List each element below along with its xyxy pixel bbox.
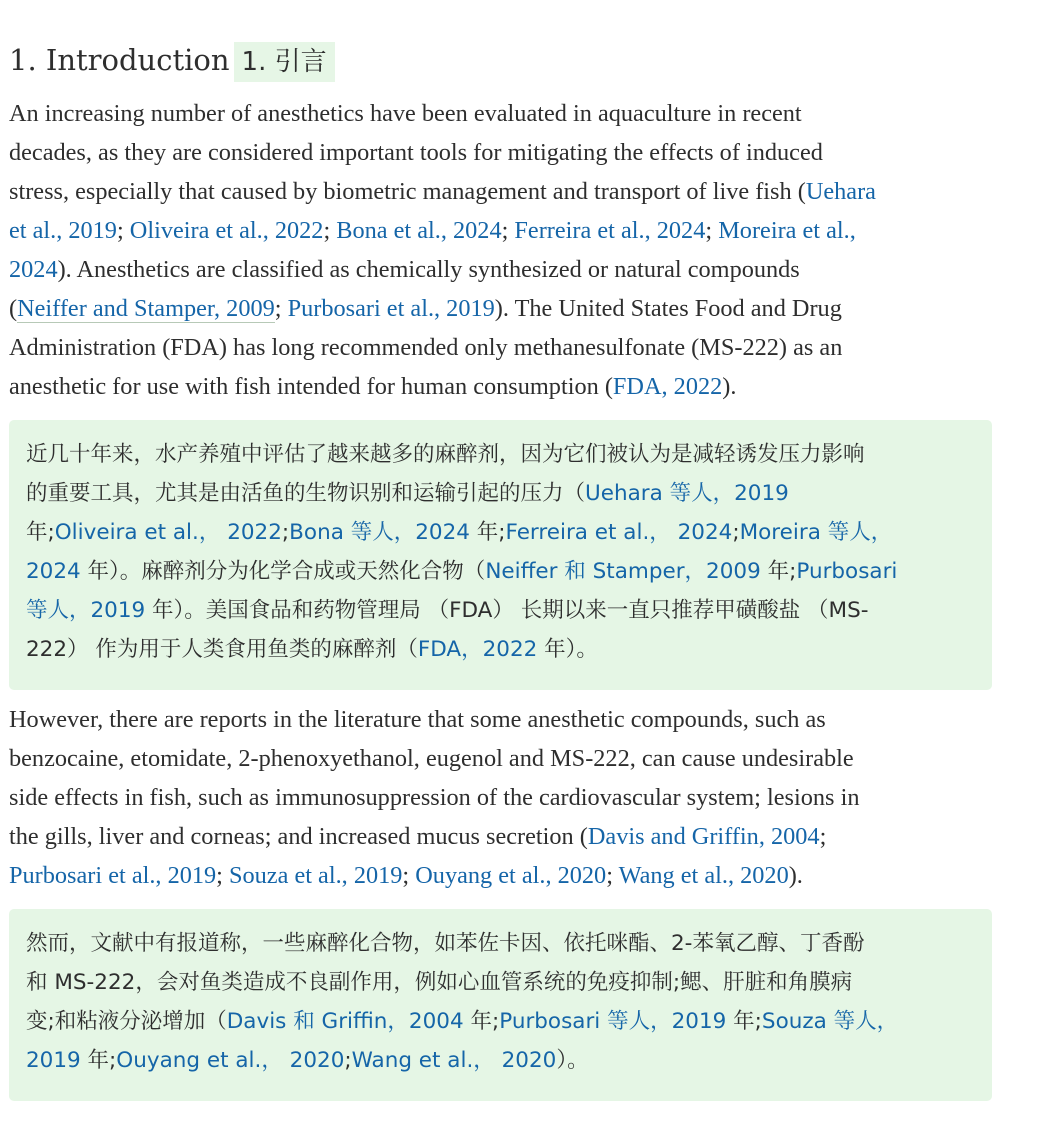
text: 年; bbox=[26, 520, 55, 545]
text: ). bbox=[722, 373, 737, 400]
citation-link[interactable]: Ferreira et al., 2024 bbox=[514, 217, 706, 244]
citation-link[interactable]: Uehara bbox=[805, 178, 876, 205]
text: side effects in fish, such as immunosuppression of the cardiovascular system; lesions in bbox=[9, 784, 860, 811]
text-line bbox=[9, 94, 1009, 133]
separator: ; bbox=[732, 520, 740, 545]
citation-link[interactable]: Purbosari et al., 2019 bbox=[9, 862, 217, 889]
text: the gills, liver and corneas; and increased mucus secretion ( bbox=[9, 823, 588, 850]
separator: ; bbox=[606, 862, 619, 889]
citation-link[interactable]: Davis and Griffin, 2004 bbox=[587, 823, 820, 850]
text: 年; bbox=[726, 1009, 762, 1034]
separator: ; bbox=[323, 217, 337, 244]
text-line bbox=[9, 856, 1009, 895]
citation-link[interactable]: Souza 等人， bbox=[761, 1009, 899, 1034]
paragraph-2-english bbox=[9, 700, 1009, 895]
text-line bbox=[26, 435, 982, 474]
text-line bbox=[9, 172, 1009, 211]
text: 近几十年来，水产养殖中评估了越来越多的麻醉剂，因为它们被认为是减轻诱发压力影响 bbox=[26, 442, 865, 467]
text: Administration (FDA) has long recommended only methanesulfonate (MS-222) as an bbox=[9, 334, 843, 361]
citation-link[interactable]: Bona 等人，2024 bbox=[289, 520, 470, 545]
text-line bbox=[9, 133, 1009, 172]
citation-link[interactable]: Purbosari bbox=[796, 559, 898, 584]
translation-box-2 bbox=[9, 909, 992, 1101]
citation-link[interactable]: Oliveira et al., 2022 bbox=[129, 217, 324, 244]
text-line bbox=[9, 700, 1009, 739]
citation-link[interactable]: Oliveira et al.， 2022 bbox=[54, 520, 282, 545]
citation-link[interactable]: FDA, 2022 bbox=[612, 373, 723, 400]
text-line bbox=[9, 289, 1009, 328]
heading-translation: 1. 引言 bbox=[234, 42, 335, 82]
text: However, there are reports in the literature that some anesthetic compounds, such as bbox=[9, 706, 826, 733]
text-line bbox=[9, 778, 1009, 817]
text: benzocaine, etomidate, 2-phenoxyethanol, eugenol and MS-222, can cause undesirable bbox=[9, 745, 854, 772]
text: stress, especially that caused by biometric management and transport of live fish ( bbox=[9, 178, 806, 205]
text-line bbox=[26, 963, 982, 1002]
citation-link[interactable]: Wang et al., 2020 bbox=[618, 862, 789, 889]
citation-link[interactable]: Davis 和 Griffin，2004 bbox=[226, 1009, 464, 1034]
text: ）。 bbox=[556, 1048, 589, 1073]
text-line bbox=[26, 552, 982, 591]
citation-link[interactable]: Neiffer and Stamper, 2009 bbox=[17, 295, 275, 322]
text: ). Anesthetics are classified as chemically synthesized or natural compounds bbox=[57, 256, 800, 283]
text-line bbox=[26, 924, 982, 963]
text-line bbox=[26, 591, 982, 630]
section-heading bbox=[9, 40, 335, 82]
text: ). The United States Food and Drug bbox=[494, 295, 842, 322]
text: 年）。 bbox=[537, 637, 598, 662]
citation-link[interactable]: 2019 bbox=[26, 1048, 81, 1073]
citation-link[interactable]: Bona et al., 2024 bbox=[336, 217, 502, 244]
text: 年; bbox=[463, 1009, 500, 1034]
citation-link[interactable]: 2024 bbox=[9, 256, 58, 283]
citation-link[interactable]: Wang et al.， 2020 bbox=[351, 1048, 557, 1073]
citation-link[interactable]: 等人，2019 bbox=[26, 598, 146, 623]
heading-english: 1. Introduction bbox=[9, 43, 230, 77]
citation-link[interactable]: Neiffer 和 Stamper，2009 bbox=[485, 559, 761, 584]
text: 年）。麻醉剂分为化学合成或天然化合物（ bbox=[80, 559, 486, 584]
text: 年; bbox=[469, 520, 506, 545]
text-line bbox=[26, 1041, 982, 1080]
text: ). bbox=[788, 862, 803, 889]
citation-link[interactable]: Souza et al., 2019 bbox=[229, 862, 403, 889]
text-line bbox=[26, 630, 982, 669]
citation-link[interactable]: Ferreira et al.， 2024 bbox=[505, 520, 733, 545]
text: 年; bbox=[80, 1048, 117, 1073]
citation-link[interactable]: FDA，2022 bbox=[417, 637, 538, 662]
citation-link[interactable]: Ouyang et al.， 2020 bbox=[116, 1048, 345, 1073]
citation-link[interactable]: et al., 2019 bbox=[9, 217, 117, 244]
text: ; bbox=[819, 823, 827, 850]
translation-box-1 bbox=[9, 420, 992, 690]
text: ( bbox=[9, 295, 18, 322]
separator: ; bbox=[116, 217, 130, 244]
text: 的重要工具，尤其是由活鱼的生物识别和运输引起的压力（ bbox=[26, 481, 586, 506]
text-line bbox=[26, 513, 982, 552]
text-line bbox=[9, 250, 1009, 289]
citation-link[interactable]: 2024 bbox=[26, 559, 81, 584]
text-line bbox=[9, 739, 1009, 778]
text: 变;和粘液分泌增加（ bbox=[26, 1009, 227, 1034]
paragraph-1-english bbox=[9, 94, 1009, 406]
separator: ; bbox=[402, 862, 416, 889]
text: 年）。美国食品和药物管理局 （FDA） 长期以来一直只推荐甲磺酸盐 （MS- bbox=[145, 598, 869, 623]
separator: ; bbox=[274, 295, 288, 322]
citation-link[interactable]: Ouyang et al., 2020 bbox=[415, 862, 607, 889]
text: anesthetic for use with fish intended for human consumption ( bbox=[9, 373, 613, 400]
citation-link[interactable]: Purbosari 等人，2019 bbox=[499, 1009, 727, 1034]
separator: ; bbox=[705, 217, 719, 244]
separator: ; bbox=[216, 862, 229, 889]
text: An increasing number of anesthetics have been evaluated in aquaculture in recent bbox=[9, 100, 802, 127]
separator: ; bbox=[501, 217, 515, 244]
text-line bbox=[9, 367, 1009, 406]
separator: ; bbox=[281, 520, 290, 545]
text-line bbox=[26, 1002, 982, 1041]
text: 年; bbox=[760, 559, 797, 584]
text-line bbox=[26, 474, 982, 513]
text: 和 MS-222，会对鱼类造成不良副作用，例如心血管系统的免疫抑制;鳃、肝脏和角膜病 bbox=[26, 970, 853, 995]
citation-link[interactable]: Moreira et al., bbox=[718, 217, 856, 244]
text: 然而，文献中有报道称，一些麻醉化合物，如苯佐卡因、依托咪酯、2-苯氧乙醇、丁香酚 bbox=[26, 931, 865, 956]
text: 222） 作为用于人类食用鱼类的麻醉剂（ bbox=[26, 637, 418, 662]
citation-link[interactable]: Purbosari et al., 2019 bbox=[287, 295, 495, 322]
citation-link[interactable]: Uehara 等人，2019 bbox=[585, 481, 789, 506]
separator: ; bbox=[344, 1048, 352, 1073]
text-line bbox=[9, 211, 1009, 250]
text: decades, as they are considered important tools for mitigating the effects of induced bbox=[9, 139, 823, 166]
text-line bbox=[9, 817, 1009, 856]
citation-link[interactable]: Moreira 等人， bbox=[739, 520, 893, 545]
text-line bbox=[9, 328, 1009, 367]
